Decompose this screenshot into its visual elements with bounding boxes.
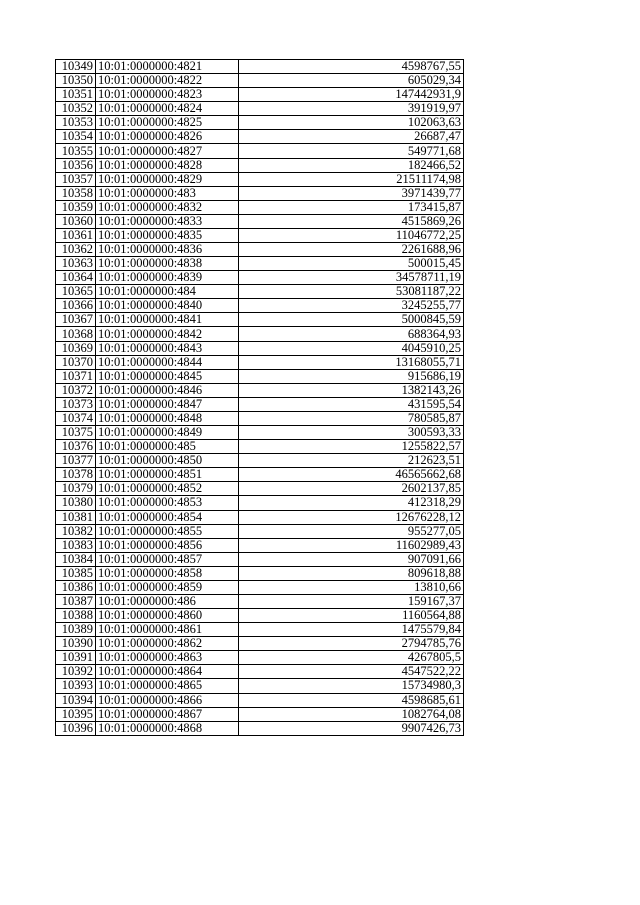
value-cell: 159167,37 <box>239 594 464 608</box>
value-cell: 549771,68 <box>239 144 464 158</box>
row-number-cell: 10384 <box>56 552 96 566</box>
row-number-cell: 10365 <box>56 285 96 299</box>
table-row <box>56 651 464 665</box>
table-row <box>56 383 464 397</box>
table-row <box>56 214 464 228</box>
cadastral-number-cell: 10:01:0000000:4852 <box>96 482 239 496</box>
row-number-cell: 10361 <box>56 228 96 242</box>
table-row <box>56 623 464 637</box>
row-number-cell: 10376 <box>56 440 96 454</box>
cadastral-number-cell: 10:01:0000000:4826 <box>96 130 239 144</box>
cadastral-number-cell: 10:01:0000000:4864 <box>96 665 239 679</box>
table-row <box>56 594 464 608</box>
cadastral-number-cell: 10:01:0000000:4841 <box>96 313 239 327</box>
table-row <box>56 327 464 341</box>
row-number-cell: 10352 <box>56 102 96 116</box>
table-row <box>56 609 464 623</box>
row-number-cell: 10359 <box>56 200 96 214</box>
row-number-cell: 10356 <box>56 158 96 172</box>
table-row <box>56 172 464 186</box>
cadastral-number-cell: 10:01:0000000:4823 <box>96 88 239 102</box>
value-cell: 13810,66 <box>239 580 464 594</box>
value-cell: 53081187,22 <box>239 285 464 299</box>
value-cell: 431595,54 <box>239 397 464 411</box>
value-cell: 300593,33 <box>239 426 464 440</box>
cadastral-number-cell: 10:01:0000000:4847 <box>96 397 239 411</box>
value-cell: 1382143,26 <box>239 383 464 397</box>
row-number-cell: 10370 <box>56 355 96 369</box>
cadastral-number-cell: 10:01:0000000:4839 <box>96 271 239 285</box>
value-cell: 3971439,77 <box>239 186 464 200</box>
value-cell: 2794785,76 <box>239 637 464 651</box>
table-row <box>56 510 464 524</box>
value-cell: 34578711,19 <box>239 271 464 285</box>
row-number-cell: 10355 <box>56 144 96 158</box>
row-number-cell: 10372 <box>56 383 96 397</box>
row-number-cell: 10371 <box>56 369 96 383</box>
value-cell: 688364,93 <box>239 327 464 341</box>
cadastral-number-cell: 10:01:0000000:4827 <box>96 144 239 158</box>
cadastral-number-cell: 10:01:0000000:4866 <box>96 693 239 707</box>
table-row <box>56 144 464 158</box>
value-cell: 1255822,57 <box>239 440 464 454</box>
value-cell: 4598767,55 <box>239 60 464 74</box>
table-row <box>56 721 464 735</box>
table-row <box>56 524 464 538</box>
row-number-cell: 10367 <box>56 313 96 327</box>
row-number-cell: 10374 <box>56 411 96 425</box>
table-row <box>56 679 464 693</box>
cadastral-number-cell: 10:01:0000000:4861 <box>96 623 239 637</box>
value-cell: 4598685,61 <box>239 693 464 707</box>
table-row <box>56 693 464 707</box>
cadastral-number-cell: 10:01:0000000:486 <box>96 594 239 608</box>
row-number-cell: 10380 <box>56 496 96 510</box>
value-cell: 955277,05 <box>239 524 464 538</box>
row-number-cell: 10350 <box>56 74 96 88</box>
table-row <box>56 200 464 214</box>
table-row <box>56 538 464 552</box>
cadastral-number-cell: 10:01:0000000:4836 <box>96 243 239 257</box>
row-number-cell: 10363 <box>56 257 96 271</box>
table-row <box>56 482 464 496</box>
table-row <box>56 186 464 200</box>
row-number-cell: 10393 <box>56 679 96 693</box>
value-cell: 46565662,68 <box>239 468 464 482</box>
row-number-cell: 10381 <box>56 510 96 524</box>
value-cell: 1160564,88 <box>239 609 464 623</box>
value-cell: 13168055,71 <box>239 355 464 369</box>
value-cell: 907091,66 <box>239 552 464 566</box>
cadastral-number-cell: 10:01:0000000:4868 <box>96 721 239 735</box>
row-number-cell: 10366 <box>56 299 96 313</box>
value-cell: 4045910,25 <box>239 341 464 355</box>
cadastral-number-cell: 10:01:0000000:4825 <box>96 116 239 130</box>
cadastral-number-cell: 10:01:0000000:4829 <box>96 172 239 186</box>
row-number-cell: 10386 <box>56 580 96 594</box>
row-number-cell: 10387 <box>56 594 96 608</box>
table-row <box>56 313 464 327</box>
value-cell: 391919,97 <box>239 102 464 116</box>
table-row <box>56 285 464 299</box>
value-cell: 1475579,84 <box>239 623 464 637</box>
cadastral-number-cell: 10:01:0000000:4851 <box>96 468 239 482</box>
value-cell: 182466,52 <box>239 158 464 172</box>
cadastral-number-cell: 10:01:0000000:485 <box>96 440 239 454</box>
cadastral-number-cell: 10:01:0000000:4845 <box>96 369 239 383</box>
value-cell: 26687,47 <box>239 130 464 144</box>
table-row <box>56 102 464 116</box>
row-number-cell: 10358 <box>56 186 96 200</box>
cadastral-number-cell: 10:01:0000000:4862 <box>96 637 239 651</box>
value-cell: 147442931,9 <box>239 88 464 102</box>
value-cell: 809618,88 <box>239 566 464 580</box>
value-cell: 21511174,98 <box>239 172 464 186</box>
value-cell: 9907426,73 <box>239 721 464 735</box>
cadastral-number-cell: 10:01:0000000:4842 <box>96 327 239 341</box>
table-row <box>56 355 464 369</box>
cadastral-number-cell: 10:01:0000000:4824 <box>96 102 239 116</box>
row-number-cell: 10382 <box>56 524 96 538</box>
value-cell: 212623,51 <box>239 454 464 468</box>
row-number-cell: 10357 <box>56 172 96 186</box>
row-number-cell: 10375 <box>56 426 96 440</box>
cadastral-number-cell: 10:01:0000000:4863 <box>96 651 239 665</box>
cadastral-number-cell: 10:01:0000000:4855 <box>96 524 239 538</box>
row-number-cell: 10369 <box>56 341 96 355</box>
row-number-cell: 10390 <box>56 637 96 651</box>
value-cell: 4267805,5 <box>239 651 464 665</box>
row-number-cell: 10379 <box>56 482 96 496</box>
row-number-cell: 10362 <box>56 243 96 257</box>
row-number-cell: 10377 <box>56 454 96 468</box>
value-cell: 4515869,26 <box>239 214 464 228</box>
table-row <box>56 130 464 144</box>
cadastral-number-cell: 10:01:0000000:4865 <box>96 679 239 693</box>
cadastral-number-cell: 10:01:0000000:483 <box>96 186 239 200</box>
value-cell: 11602989,43 <box>239 538 464 552</box>
table-row <box>56 271 464 285</box>
value-cell: 500015,45 <box>239 257 464 271</box>
value-cell: 15734980,3 <box>239 679 464 693</box>
row-number-cell: 10392 <box>56 665 96 679</box>
table-row <box>56 397 464 411</box>
table-row <box>56 116 464 130</box>
cadastral-number-cell: 10:01:0000000:484 <box>96 285 239 299</box>
table-row <box>56 411 464 425</box>
row-number-cell: 10364 <box>56 271 96 285</box>
value-cell: 915686,19 <box>239 369 464 383</box>
cadastral-number-cell: 10:01:0000000:4832 <box>96 200 239 214</box>
cadastral-number-cell: 10:01:0000000:4849 <box>96 426 239 440</box>
table-row <box>56 60 464 74</box>
row-number-cell: 10394 <box>56 693 96 707</box>
cadastral-number-cell: 10:01:0000000:4854 <box>96 510 239 524</box>
table-row <box>56 88 464 102</box>
cadastral-number-cell: 10:01:0000000:4840 <box>96 299 239 313</box>
table-row <box>56 74 464 88</box>
cadastral-number-cell: 10:01:0000000:4828 <box>96 158 239 172</box>
row-number-cell: 10395 <box>56 707 96 721</box>
row-number-cell: 10389 <box>56 623 96 637</box>
cadastral-number-cell: 10:01:0000000:4848 <box>96 411 239 425</box>
row-number-cell: 10383 <box>56 538 96 552</box>
table-row <box>56 637 464 651</box>
cadastral-number-cell: 10:01:0000000:4857 <box>96 552 239 566</box>
value-cell: 4547522,22 <box>239 665 464 679</box>
row-number-cell: 10388 <box>56 609 96 623</box>
cadastral-number-cell: 10:01:0000000:4856 <box>96 538 239 552</box>
row-number-cell: 10385 <box>56 566 96 580</box>
value-cell: 780585,87 <box>239 411 464 425</box>
cadastral-number-cell: 10:01:0000000:4833 <box>96 214 239 228</box>
table-row <box>56 228 464 242</box>
table-row <box>56 707 464 721</box>
table-row <box>56 440 464 454</box>
table-row <box>56 580 464 594</box>
value-cell: 5000845,59 <box>239 313 464 327</box>
cadastral-number-cell: 10:01:0000000:4844 <box>96 355 239 369</box>
row-number-cell: 10373 <box>56 397 96 411</box>
value-cell: 11046772,25 <box>239 228 464 242</box>
cadastral-number-cell: 10:01:0000000:4859 <box>96 580 239 594</box>
row-number-cell: 10368 <box>56 327 96 341</box>
cadastral-number-cell: 10:01:0000000:4850 <box>96 454 239 468</box>
row-number-cell: 10349 <box>56 60 96 74</box>
table-row <box>56 566 464 580</box>
cadastral-number-cell: 10:01:0000000:4822 <box>96 74 239 88</box>
table-row <box>56 299 464 313</box>
cadastral-number-cell: 10:01:0000000:4821 <box>96 60 239 74</box>
value-cell: 3245255,77 <box>239 299 464 313</box>
table-row <box>56 257 464 271</box>
table-row <box>56 454 464 468</box>
value-cell: 102063,63 <box>239 116 464 130</box>
table-row <box>56 426 464 440</box>
cadastral-number-cell: 10:01:0000000:4860 <box>96 609 239 623</box>
table-row <box>56 496 464 510</box>
cadastral-number-cell: 10:01:0000000:4867 <box>96 707 239 721</box>
table-row <box>56 243 464 257</box>
value-cell: 2261688,96 <box>239 243 464 257</box>
value-cell: 173415,87 <box>239 200 464 214</box>
row-number-cell: 10391 <box>56 651 96 665</box>
value-cell: 1082764,08 <box>239 707 464 721</box>
row-number-cell: 10351 <box>56 88 96 102</box>
table-body <box>56 60 464 736</box>
table-row <box>56 158 464 172</box>
value-cell: 12676228,12 <box>239 510 464 524</box>
row-number-cell: 10378 <box>56 468 96 482</box>
table-row <box>56 468 464 482</box>
table-row <box>56 369 464 383</box>
table-row <box>56 665 464 679</box>
row-number-cell: 10360 <box>56 214 96 228</box>
table-row <box>56 552 464 566</box>
value-cell: 605029,34 <box>239 74 464 88</box>
row-number-cell: 10353 <box>56 116 96 130</box>
cadastral-number-cell: 10:01:0000000:4846 <box>96 383 239 397</box>
cadastral-number-cell: 10:01:0000000:4838 <box>96 257 239 271</box>
table-row <box>56 341 464 355</box>
value-cell: 412318,29 <box>239 496 464 510</box>
value-cell: 2602137,85 <box>239 482 464 496</box>
row-number-cell: 10354 <box>56 130 96 144</box>
cadastral-number-cell: 10:01:0000000:4858 <box>96 566 239 580</box>
row-number-cell: 10396 <box>56 721 96 735</box>
cadastral-number-cell: 10:01:0000000:4835 <box>96 228 239 242</box>
cadastral-number-cell: 10:01:0000000:4843 <box>96 341 239 355</box>
cadastral-number-cell: 10:01:0000000:4853 <box>96 496 239 510</box>
data-table <box>55 59 464 736</box>
